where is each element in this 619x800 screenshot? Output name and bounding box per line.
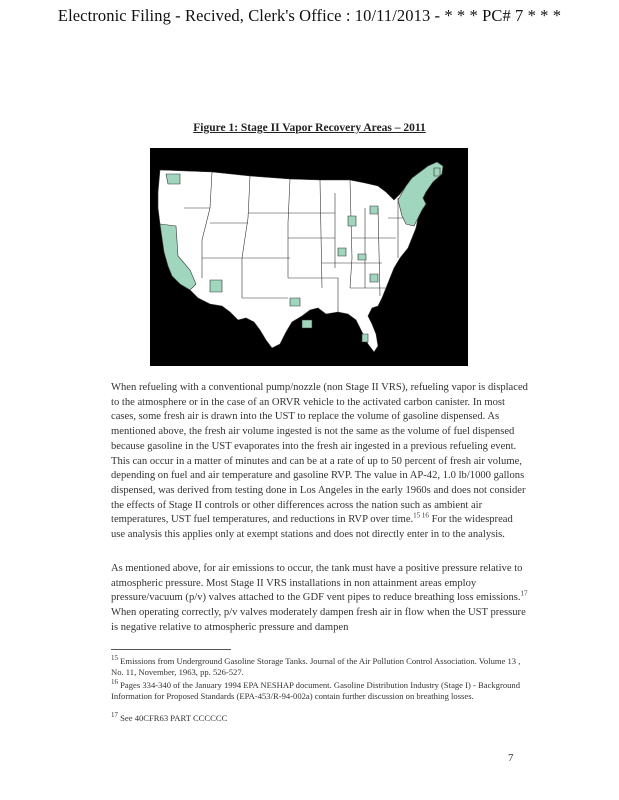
footnote-divider bbox=[111, 649, 231, 650]
footnote-15 bbox=[111, 656, 523, 677]
page-number: 7 bbox=[508, 752, 514, 764]
area-arizona bbox=[210, 280, 222, 292]
area-chicago bbox=[348, 216, 356, 226]
body-paragraph-1 bbox=[111, 381, 529, 543]
stage2-map-figure bbox=[150, 148, 468, 366]
area-maine bbox=[434, 168, 440, 176]
area-washington bbox=[166, 174, 180, 184]
footnote-number: 15 bbox=[111, 654, 118, 663]
footnote-number: 17 bbox=[111, 711, 118, 720]
area-texas-houston bbox=[302, 320, 312, 328]
paragraph-1-tail: For the widespread use analysis this applies only at exempt stations and does not directly enter in to the analysis. bbox=[111, 514, 513, 541]
footnote-text: See 40CFR63 PART CCCCCC bbox=[118, 713, 228, 723]
filing-stamp-header: Electronic Filing - Recived, Clerk's Office : 10/11/2013 - * * * PC# 7 * * * bbox=[57, 6, 562, 25]
paragraph-2-text: As mentioned above, for air emissions to occur, the tank must have a positive pressure relative to atmospheric pressure. Most Stage II VRS installations in non attainment areas employ pressure/vacuum (p/v) valves attached to the GDF vent pipes to reduce breathing loss emissions. bbox=[111, 563, 523, 604]
area-detroit bbox=[370, 206, 378, 214]
footnote-17 bbox=[111, 713, 523, 724]
area-st-louis bbox=[338, 248, 346, 256]
footnote-text: Emissions from Underground Gasoline Storage Tanks. Journal of the Air Pollution Control Association. Volume 13 , No. 11, November, 1963, pp. 526-527. bbox=[111, 656, 521, 677]
area-florida bbox=[362, 334, 368, 342]
footnote-16 bbox=[111, 680, 523, 701]
figure-title: Figure 1: Stage II Vapor Recovery Areas – 2011 bbox=[193, 122, 426, 134]
footnote-ref-17: 17 bbox=[520, 589, 528, 598]
paragraph-2-tail: When operating correctly, p/v valves moderately dampen fresh air in flow when the UST pressure is negative relative to atmospheric pressure and dampen bbox=[111, 607, 526, 633]
footnote-number: 16 bbox=[111, 678, 118, 687]
paragraph-1-text: When refueling with a conventional pump/nozzle (non Stage II VRS), refueling vapor is displaced to the atmosphere or in the case of an ORVR vehicle to the activated carbon canister. In most cases, some fresh air is drawn into the UST to replace the volume of gasoline dispensed. As mentioned above, the fresh air volume ingested is not the same as the volume of fuel dispensed because gasoline in the UST evaporates into the fresh air ingested in a previous refueling event. This can occur in a matter of minutes and can be at a rate of up to 50 percent of fresh air volume, depending on fuel and air temperature and gasoline RVP. The value in AP-42, 1.0 lb/1000 gallons dispensed, was derived from testing done in Los Angeles in the early 1960s and does not consider the effects of Stage II controls or other differences across the nation such as ambient air temperatures, UST fuel temperatures, and reductions in RVP over time. bbox=[111, 382, 528, 526]
footnote-ref-15-16: 15 16 bbox=[413, 511, 429, 520]
footnote-text: Pages 334-340 of the January 1994 EPA NESHAP document. Gasoline Distribution Industry (Stage I) - Background Information for Proposed Standards (EPA-453/R-94-002a) contain further discussion on breathing losses. bbox=[111, 680, 521, 701]
area-atlanta bbox=[370, 274, 378, 282]
body-paragraph-2 bbox=[111, 562, 529, 636]
area-louisville bbox=[358, 254, 366, 260]
us-map-svg bbox=[150, 148, 468, 366]
area-dallas bbox=[290, 298, 300, 306]
